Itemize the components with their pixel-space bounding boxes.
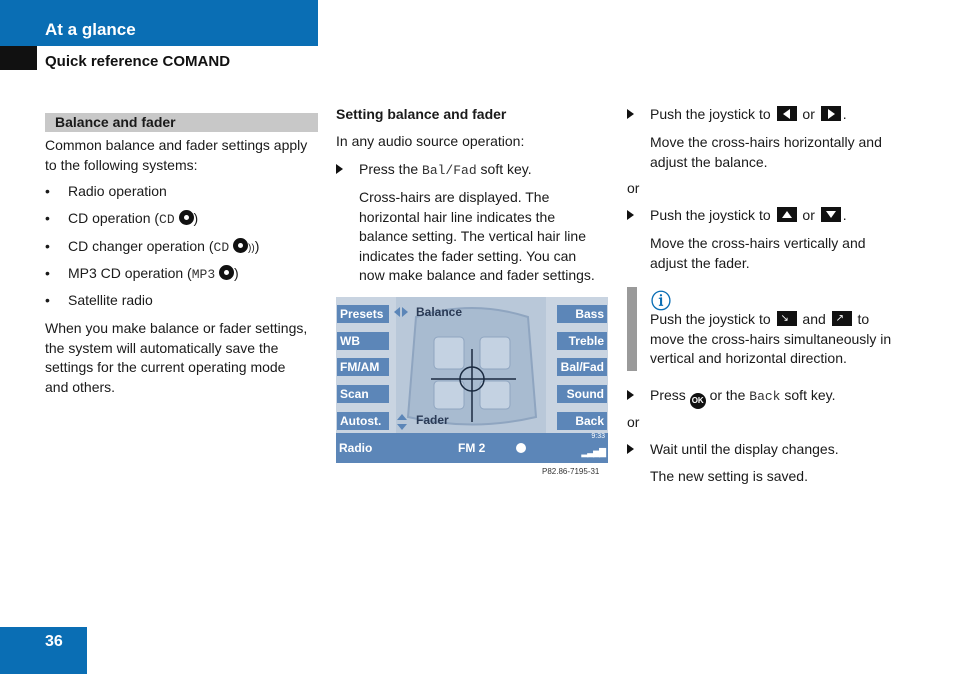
joystick-left-icon [777, 106, 797, 121]
section-heading: Balance and fader [55, 114, 176, 130]
header-tab [0, 46, 37, 70]
step-arrow-icon [627, 444, 634, 454]
step-press-balfad: Press the Bal/Fad soft key. [336, 161, 343, 177]
section-subtitle: Quick reference COMAND [45, 53, 231, 70]
status-time: 9:33 [591, 433, 605, 440]
intro-line: Common balance and fader settings apply [45, 137, 308, 153]
step-arrow-icon [336, 164, 343, 174]
status-source: Radio [339, 441, 373, 455]
cd-changer-icon [233, 238, 248, 253]
softkey-treble[interactable]: Treble [557, 332, 607, 350]
softkey-bass[interactable]: Bass [557, 305, 607, 323]
step-arrow-icon [627, 390, 634, 400]
procedure-heading: Setting balance and fader [336, 106, 507, 122]
status-bar [336, 433, 608, 463]
joystick-down-icon [821, 207, 841, 222]
ok-button-icon: OK [690, 393, 706, 409]
status-band: FM 2 [458, 441, 486, 455]
intro-line: to the following systems: [45, 156, 198, 173]
page-number-box [0, 627, 87, 674]
or-separator: or [627, 180, 640, 196]
step-wait: Wait until the display changes. [627, 441, 634, 457]
disc-status-icon [516, 443, 526, 453]
step-fader-desc: Move the cross-hairs vertically and adjust the fader. [650, 235, 866, 271]
info-bar [627, 287, 637, 371]
balance-label: Balance [416, 305, 463, 319]
joystick-up-icon [777, 207, 797, 222]
step-arrow-icon [627, 109, 634, 119]
procedure-intro: In any audio source operation: [336, 133, 525, 149]
outro-paragraph: When you make balance or fader settings, the system will automatically save the settings for the current operating mode and others. [45, 320, 308, 395]
step-description: Cross-hairs are displayed. The horizontal hair line indicates the balance setting. The vertical hair line indicates the fader setting. You can now make balance and fader settings. [359, 189, 595, 283]
joystick-diagonal-down-icon: ↘ [777, 311, 797, 326]
softkey-scan[interactable]: Scan [337, 385, 389, 403]
figure-code: P82.86-7195-31 [542, 467, 600, 476]
softkey-fm-am[interactable]: FM/AM [337, 358, 389, 376]
softkey-sound[interactable]: Sound [557, 385, 607, 403]
step-fader: Push the joystick to or . [627, 207, 634, 223]
step-arrow-icon [627, 210, 634, 220]
section-heading-bar [45, 113, 318, 132]
softkey-presets[interactable]: Presets [337, 305, 389, 323]
cd-disc-icon [179, 210, 194, 225]
joystick-right-icon [821, 106, 841, 121]
or-separator: or [627, 414, 640, 430]
intro-paragraph [45, 136, 325, 175]
step-balance-desc: Move the cross-hairs horizontally and adjust the balance. [650, 134, 882, 170]
info-icon: ⓘ [651, 289, 671, 313]
step-confirm: Press OK or the Back soft key. [627, 387, 634, 403]
softkey-wb[interactable]: WB [337, 332, 389, 350]
softkey-back[interactable]: Back [557, 412, 607, 430]
step-balance: Push the joystick to or . [627, 106, 634, 122]
chapter-title: At a glance [45, 20, 136, 39]
joystick-diagonal-up-icon: ↗ [832, 311, 852, 326]
softkey-autost[interactable]: Autost. [337, 412, 389, 430]
mp3-disc-icon [219, 265, 234, 280]
fader-label: Fader [416, 413, 449, 427]
info-note: Push the joystick to ↘ and ↗ to move the cross-hairs simultaneously in vertical and horizontal direction. [650, 311, 892, 366]
page-number: 36 [45, 633, 63, 650]
softkey-bal-fad[interactable]: Bal/Fad [557, 358, 607, 376]
step-wait-desc: The new setting is saved. [650, 468, 808, 484]
comand-display [336, 297, 608, 463]
signal-strength-icon: ▂▃▅▇ [581, 447, 605, 457]
